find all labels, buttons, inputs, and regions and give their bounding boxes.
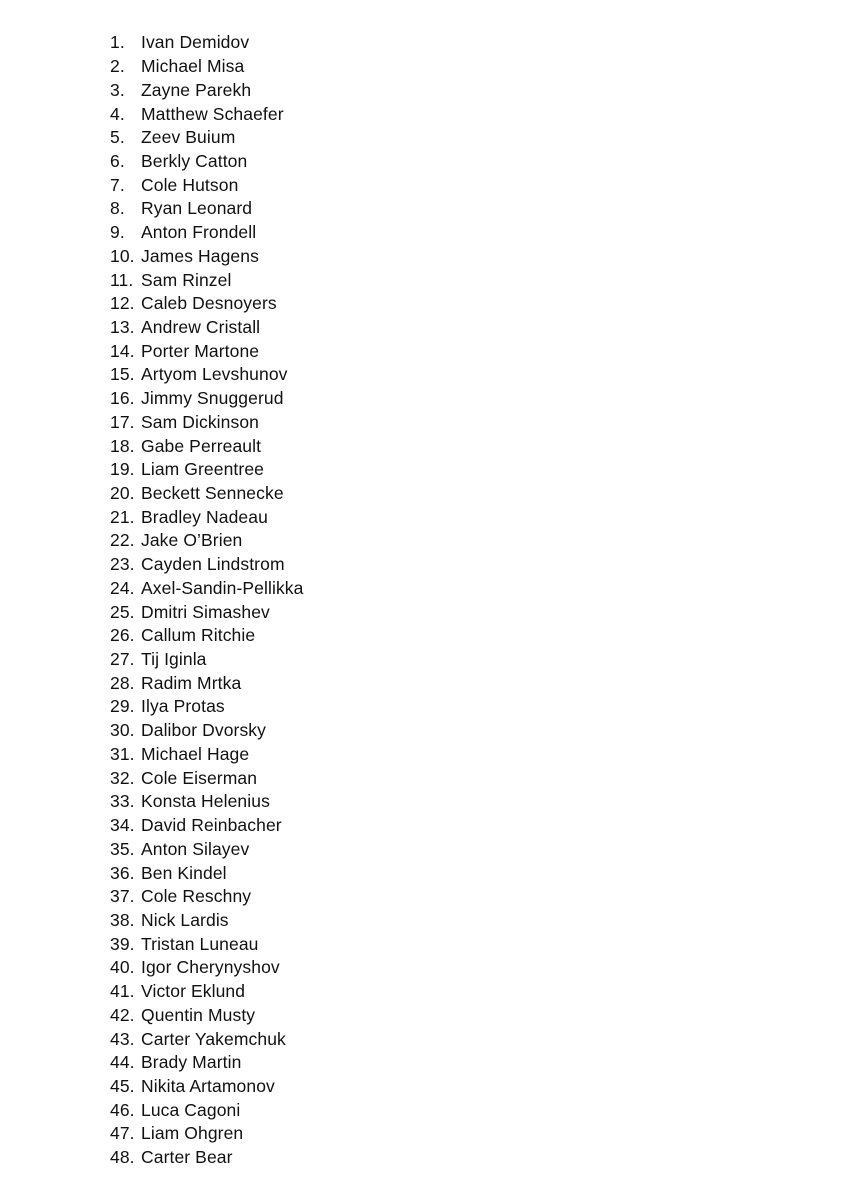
player-name: Liam Greentree xyxy=(141,459,264,480)
player-name: Radim Mrtka xyxy=(141,672,242,693)
player-name: Beckett Sennecke xyxy=(141,483,284,504)
player-name: Axel-Sandin-Pellikka xyxy=(141,577,304,598)
rank-number: 39. xyxy=(110,933,135,954)
rank-number: 14. xyxy=(110,340,135,361)
list-item xyxy=(110,1146,304,1170)
player-name: Brady Martin xyxy=(141,1052,242,1073)
list-item xyxy=(110,173,304,197)
list-item xyxy=(110,505,304,529)
rank-number: 21. xyxy=(110,506,135,527)
list-item xyxy=(110,885,304,909)
list-item xyxy=(110,648,304,672)
rank-number: 38. xyxy=(110,909,135,930)
list-item xyxy=(110,695,304,719)
rank-number: 35. xyxy=(110,838,135,859)
rank-number: 31. xyxy=(110,743,135,764)
rank-number: 36. xyxy=(110,862,135,883)
list-item xyxy=(110,363,304,387)
rank-number: 22. xyxy=(110,530,135,551)
list-item xyxy=(110,292,304,316)
rank-number: 6. xyxy=(110,150,125,171)
list-item xyxy=(110,316,304,340)
list-item xyxy=(110,909,304,933)
rank-number: 32. xyxy=(110,767,135,788)
player-name: Tristan Luneau xyxy=(141,933,259,954)
list-item xyxy=(110,244,304,268)
rank-number: 27. xyxy=(110,649,135,670)
rank-number: 47. xyxy=(110,1123,135,1144)
player-name: Sam Dickinson xyxy=(141,411,260,432)
list-item xyxy=(110,956,304,980)
player-name: Artyom Levshunov xyxy=(141,364,288,385)
rank-number: 25. xyxy=(110,601,135,622)
rank-number: 42. xyxy=(110,1004,135,1025)
rank-number: 2. xyxy=(110,56,125,77)
player-name: Ryan Leonard xyxy=(141,198,253,219)
list-item xyxy=(110,743,304,767)
rank-number: 17. xyxy=(110,411,135,432)
player-name: Nick Lardis xyxy=(141,909,229,930)
player-name: James Hagens xyxy=(141,245,259,266)
list-item xyxy=(110,766,304,790)
player-name: Tij Iginla xyxy=(141,649,207,670)
list-item xyxy=(110,102,304,126)
rank-number: 4. xyxy=(110,103,125,124)
player-name: Andrew Cristall xyxy=(141,316,261,337)
rank-number: 10. xyxy=(110,245,135,266)
list-item xyxy=(110,1027,304,1051)
rank-number: 13. xyxy=(110,316,135,337)
player-name: Cayden Lindstrom xyxy=(141,554,285,575)
list-item xyxy=(110,458,304,482)
list-item xyxy=(110,55,304,79)
player-name: Michael Misa xyxy=(141,56,245,77)
player-name: Anton Silayev xyxy=(141,838,250,859)
rank-number: 26. xyxy=(110,625,135,646)
list-item xyxy=(110,814,304,838)
rank-number: 37. xyxy=(110,886,135,907)
player-name: Ivan Demidov xyxy=(141,32,250,53)
rank-number: 24. xyxy=(110,577,135,598)
player-name: Sam Rinzel xyxy=(141,269,232,290)
player-name: Bradley Nadeau xyxy=(141,506,268,527)
list-item xyxy=(110,932,304,956)
rank-number: 41. xyxy=(110,981,135,1002)
player-name: Gabe Perreault xyxy=(141,435,262,456)
player-name: Porter Martone xyxy=(141,340,260,361)
player-name: Cole Eiserman xyxy=(141,767,258,788)
player-ranking-list xyxy=(110,31,304,1170)
rank-number: 40. xyxy=(110,957,135,978)
player-name: Ilya Protas xyxy=(141,696,225,717)
rank-number: 29. xyxy=(110,696,135,717)
rank-number: 1. xyxy=(110,32,125,53)
list-item xyxy=(110,671,304,695)
list-item xyxy=(110,387,304,411)
player-name: Igor Cherynyshov xyxy=(141,957,280,978)
player-name: Carter Bear xyxy=(141,1147,233,1168)
list-item xyxy=(110,861,304,885)
player-name: Victor Eklund xyxy=(141,981,246,1002)
rank-number: 7. xyxy=(110,174,125,195)
list-item xyxy=(110,31,304,55)
list-item xyxy=(110,1075,304,1099)
rank-number: 20. xyxy=(110,483,135,504)
player-name: Cole Hutson xyxy=(141,174,239,195)
rank-number: 12. xyxy=(110,293,135,314)
player-name: Liam Ohgren xyxy=(141,1123,244,1144)
list-item xyxy=(110,553,304,577)
rank-number: 46. xyxy=(110,1099,135,1120)
player-name: Anton Frondell xyxy=(141,222,257,243)
player-name: Matthew Schaefer xyxy=(141,103,284,124)
rank-number: 18. xyxy=(110,435,135,456)
list-item xyxy=(110,221,304,245)
list-item xyxy=(110,126,304,150)
list-item xyxy=(110,197,304,221)
player-name: Carter Yakemchuk xyxy=(141,1028,286,1049)
list-item xyxy=(110,268,304,292)
player-name: Quentin Musty xyxy=(141,1004,256,1025)
rank-number: 9. xyxy=(110,222,125,243)
player-name: Zayne Parekh xyxy=(141,79,252,100)
list-item xyxy=(110,837,304,861)
player-name: David Reinbacher xyxy=(141,815,282,836)
rank-number: 44. xyxy=(110,1052,135,1073)
rank-number: 30. xyxy=(110,720,135,741)
player-name: Zeev Buium xyxy=(141,127,236,148)
list-item xyxy=(110,624,304,648)
rank-number: 15. xyxy=(110,364,135,385)
player-name: Cole Reschny xyxy=(141,886,252,907)
player-name: Jake O’Brien xyxy=(141,530,243,551)
player-name: Callum Ritchie xyxy=(141,625,256,646)
list-item xyxy=(110,577,304,601)
list-item xyxy=(110,339,304,363)
rank-number: 3. xyxy=(110,79,125,100)
player-name: Berkly Catton xyxy=(141,150,248,171)
player-name: Caleb Desnoyers xyxy=(141,293,277,314)
list-item xyxy=(110,1051,304,1075)
player-name: Nikita Artamonov xyxy=(141,1075,275,1096)
list-item xyxy=(110,411,304,435)
list-item xyxy=(110,1003,304,1027)
player-name: Luca Cagoni xyxy=(141,1099,241,1120)
rank-number: 5. xyxy=(110,127,125,148)
player-name: Michael Hage xyxy=(141,743,250,764)
rank-number: 8. xyxy=(110,198,125,219)
list-item xyxy=(110,434,304,458)
rank-number: 23. xyxy=(110,554,135,575)
rank-number: 45. xyxy=(110,1075,135,1096)
rank-number: 34. xyxy=(110,815,135,836)
list-item xyxy=(110,980,304,1004)
rank-number: 19. xyxy=(110,459,135,480)
player-name: Ben Kindel xyxy=(141,862,227,883)
rank-number: 33. xyxy=(110,791,135,812)
player-name: Dmitri Simashev xyxy=(141,601,270,622)
list-item xyxy=(110,790,304,814)
list-item xyxy=(110,1122,304,1146)
rank-number: 11. xyxy=(110,269,134,290)
list-item xyxy=(110,600,304,624)
rank-number: 48. xyxy=(110,1147,135,1168)
list-item xyxy=(110,1098,304,1122)
player-name: Dalibor Dvorsky xyxy=(141,720,266,741)
player-name: Konsta Helenius xyxy=(141,791,270,812)
rank-number: 28. xyxy=(110,672,135,693)
list-item xyxy=(110,482,304,506)
player-name: Jimmy Snuggerud xyxy=(141,388,284,409)
rank-number: 43. xyxy=(110,1028,135,1049)
list-item xyxy=(110,78,304,102)
list-item xyxy=(110,150,304,174)
list-item xyxy=(110,719,304,743)
list-item xyxy=(110,529,304,553)
rank-number: 16. xyxy=(110,388,135,409)
